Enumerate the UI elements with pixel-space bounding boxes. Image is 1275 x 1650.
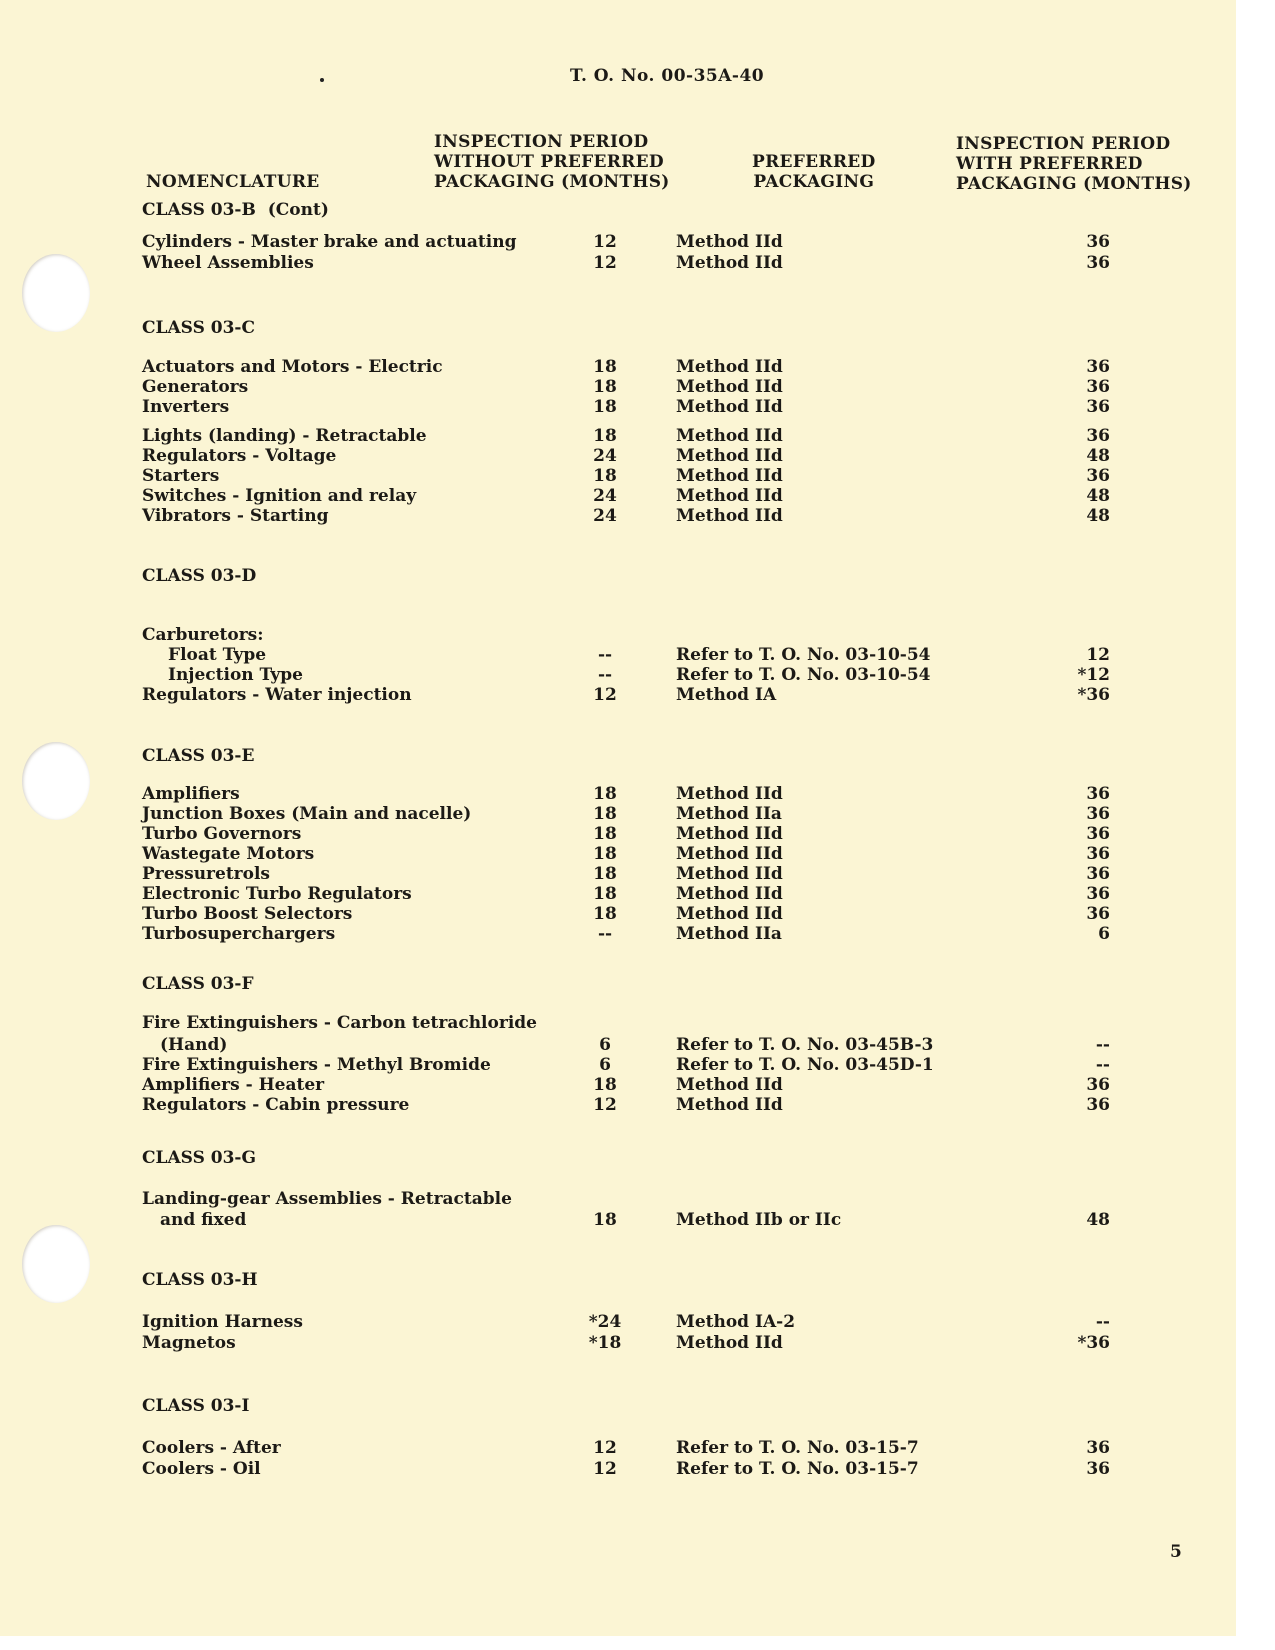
period-with-preferred: 36 <box>1086 377 1110 397</box>
class-heading <box>0 974 1236 995</box>
preferred-packaging: Method IIa <box>676 804 782 824</box>
period-without-preferred: 24 <box>593 486 617 506</box>
period-with-preferred: *36 <box>1077 1333 1110 1353</box>
preferred-packaging: Method IId <box>676 506 783 526</box>
period-without-preferred: 18 <box>593 426 617 446</box>
preferred-packaging: Method IId <box>676 426 783 446</box>
table-row <box>0 1075 1236 1096</box>
table-row <box>0 904 1236 925</box>
item-name: Switches - Ignition and relay <box>142 486 417 506</box>
period-with-preferred: *36 <box>1077 685 1110 705</box>
class-label: CLASS 03-E <box>142 746 255 766</box>
table-row <box>0 506 1236 527</box>
column-header-without-preferred: INSPECTION PERIOD WITHOUT PREFERRED PACKAGING (MONTHS) <box>434 132 670 192</box>
speck <box>320 78 324 82</box>
class-label: CLASS 03-D <box>142 566 257 586</box>
item-name: Ignition Harness <box>142 1312 303 1332</box>
period-without-preferred: 18 <box>593 884 617 904</box>
period-with-preferred: 36 <box>1086 844 1110 864</box>
table-row <box>0 1035 1236 1056</box>
period-with-preferred: 36 <box>1086 884 1110 904</box>
item-name: Carburetors: <box>142 625 264 645</box>
period-without-preferred: 18 <box>593 466 617 486</box>
document-header: T. O. No. 00-35A-40 <box>570 66 765 86</box>
preferred-packaging: Method IId <box>676 864 783 884</box>
table-row <box>0 1189 1236 1210</box>
period-without-preferred: 12 <box>593 1095 617 1115</box>
preferred-packaging: Method IId <box>676 253 783 273</box>
preferred-packaging: Method IId <box>676 1075 783 1095</box>
preferred-packaging: Method IId <box>676 397 783 417</box>
period-without-preferred: -- <box>597 665 613 685</box>
preferred-packaging: Method IId <box>676 357 783 377</box>
table-row <box>0 446 1236 467</box>
period-with-preferred: 6 <box>1098 924 1110 944</box>
item-name: Fire Extinguishers - Carbon tetrachloride <box>142 1013 537 1033</box>
item-name: Fire Extinguishers - Methyl Bromide <box>142 1055 491 1075</box>
period-with-preferred: 36 <box>1086 1095 1110 1115</box>
page-margin <box>1236 0 1275 1650</box>
period-with-preferred: 36 <box>1086 397 1110 417</box>
preferred-packaging: Method IId <box>676 1333 783 1353</box>
preferred-packaging: Method IId <box>676 1095 783 1115</box>
preferred-packaging: Method IId <box>676 824 783 844</box>
item-name: Regulators - Voltage <box>142 446 337 466</box>
class-heading <box>0 1396 1236 1417</box>
table-row <box>0 924 1236 945</box>
period-without-preferred: 18 <box>593 844 617 864</box>
item-name: Vibrators - Starting <box>142 506 329 526</box>
period-with-preferred: 36 <box>1086 824 1110 844</box>
item-name: and fixed <box>160 1210 247 1230</box>
period-with-preferred: -- <box>1095 1055 1110 1075</box>
item-name: Amplifiers <box>142 784 240 804</box>
period-with-preferred: 36 <box>1086 426 1110 446</box>
table-row <box>0 864 1236 885</box>
item-name: Magnetos <box>142 1333 236 1353</box>
table-row <box>0 884 1236 905</box>
preferred-packaging: Refer to T. O. No. 03-45B-3 <box>676 1035 934 1055</box>
item-name: Lights (landing) - Retractable <box>142 426 427 446</box>
column-header-nomenclature: NOMENCLATURE <box>146 172 320 192</box>
period-with-preferred: *12 <box>1077 665 1110 685</box>
preferred-packaging: Method IId <box>676 446 783 466</box>
period-with-preferred: 36 <box>1086 1459 1110 1479</box>
period-without-preferred: -- <box>597 924 613 944</box>
preferred-packaging: Method IA-2 <box>676 1312 796 1332</box>
class-label: CLASS 03-B (Cont) <box>142 200 329 220</box>
preferred-packaging: Method IId <box>676 466 783 486</box>
class-label: CLASS 03-C <box>142 318 256 338</box>
item-name: Amplifiers - Heater <box>142 1075 325 1095</box>
table-row <box>0 466 1236 487</box>
preferred-packaging: Refer to T. O. No. 03-45D-1 <box>676 1055 934 1075</box>
table-row <box>0 1013 1236 1034</box>
preferred-packaging: Method IId <box>676 784 783 804</box>
item-name: Starters <box>142 466 220 486</box>
period-without-preferred: *24 <box>588 1312 622 1332</box>
table-row <box>0 645 1236 666</box>
period-with-preferred: 48 <box>1086 1210 1110 1230</box>
preferred-packaging: Refer to T. O. No. 03-15-7 <box>676 1459 919 1479</box>
table-row <box>0 397 1236 418</box>
period-with-preferred: 36 <box>1086 784 1110 804</box>
period-without-preferred: 6 <box>599 1055 611 1075</box>
item-name: Coolers - After <box>142 1438 281 1458</box>
period-with-preferred: 12 <box>1086 645 1110 665</box>
item-name: Regulators - Water injection <box>142 685 412 705</box>
table-row <box>0 377 1236 398</box>
period-without-preferred: 18 <box>593 1210 617 1230</box>
item-name: Actuators and Motors - Electric <box>142 357 443 377</box>
period-without-preferred: 12 <box>593 1438 617 1458</box>
period-without-preferred: 6 <box>599 1035 611 1055</box>
preferred-packaging: Method IA <box>676 685 777 705</box>
period-without-preferred: 12 <box>593 685 617 705</box>
preferred-packaging: Method IId <box>676 884 783 904</box>
period-with-preferred: 48 <box>1086 506 1110 526</box>
table-row <box>0 486 1236 507</box>
preferred-packaging: Method IIb or IIc <box>676 1210 842 1230</box>
punch-hole <box>22 1225 90 1303</box>
period-with-preferred: 36 <box>1086 253 1110 273</box>
page-number: 5 <box>1170 1542 1182 1562</box>
period-without-preferred: 18 <box>593 804 617 824</box>
table-row <box>0 1312 1236 1333</box>
item-name: Turbo Governors <box>142 824 302 844</box>
class-heading <box>0 746 1236 767</box>
period-without-preferred: 18 <box>593 904 617 924</box>
period-without-preferred: 18 <box>593 377 617 397</box>
item-name: Cylinders - Master brake and actuating <box>142 232 517 252</box>
period-with-preferred: 36 <box>1086 804 1110 824</box>
period-with-preferred: 36 <box>1086 1075 1110 1095</box>
preferred-packaging: Method IId <box>676 904 783 924</box>
preferred-packaging: Method IId <box>676 377 783 397</box>
period-without-preferred: 18 <box>593 864 617 884</box>
item-name: Turbosuperchargers <box>142 924 336 944</box>
period-with-preferred: 48 <box>1086 446 1110 466</box>
item-name: Turbo Boost Selectors <box>142 904 353 924</box>
table-row <box>0 824 1236 845</box>
table-row <box>0 844 1236 865</box>
table-row <box>0 1095 1236 1116</box>
item-name: Coolers - Oil <box>142 1459 261 1479</box>
period-without-preferred: 12 <box>593 1459 617 1479</box>
preferred-packaging: Method IId <box>676 844 783 864</box>
period-without-preferred: -- <box>597 645 613 665</box>
preferred-packaging: Method IIa <box>676 924 782 944</box>
table-row <box>0 232 1236 253</box>
preferred-packaging: Method IId <box>676 486 783 506</box>
period-with-preferred: 36 <box>1086 1438 1110 1458</box>
preferred-packaging: Refer to T. O. No. 03-10-54 <box>676 665 931 685</box>
period-without-preferred: 18 <box>593 1075 617 1095</box>
class-heading <box>0 318 1236 339</box>
item-name: Landing-gear Assemblies - Retractable <box>142 1189 512 1209</box>
period-with-preferred: 36 <box>1086 357 1110 377</box>
table-row <box>0 625 1236 646</box>
table-row <box>0 1210 1236 1231</box>
item-name: Float Type <box>168 645 267 665</box>
item-name: Junction Boxes (Main and nacelle) <box>142 804 472 824</box>
table-row <box>0 685 1236 706</box>
period-without-preferred: 18 <box>593 397 617 417</box>
table-row <box>0 804 1236 825</box>
class-label: CLASS 03-G <box>142 1148 257 1168</box>
item-name: Pressuretrols <box>142 864 271 884</box>
table-row <box>0 1438 1236 1459</box>
item-name: (Hand) <box>160 1035 228 1055</box>
column-header-with-preferred: INSPECTION PERIOD WITH PREFERRED PACKAGING (MONTHS) <box>956 134 1192 194</box>
period-with-preferred: -- <box>1095 1035 1110 1055</box>
class-heading <box>0 200 1236 221</box>
class-label: CLASS 03-H <box>142 1270 258 1290</box>
item-name: Inverters <box>142 397 230 417</box>
preferred-packaging: Refer to T. O. No. 03-15-7 <box>676 1438 919 1458</box>
period-without-preferred: 12 <box>593 253 617 273</box>
period-with-preferred: -- <box>1095 1312 1110 1332</box>
table-row <box>0 426 1236 447</box>
period-without-preferred: 24 <box>593 506 617 526</box>
table-row <box>0 253 1236 274</box>
period-without-preferred: 24 <box>593 446 617 466</box>
period-with-preferred: 36 <box>1086 904 1110 924</box>
period-with-preferred: 36 <box>1086 466 1110 486</box>
period-without-preferred: 18 <box>593 824 617 844</box>
period-without-preferred: *18 <box>588 1333 622 1353</box>
item-name: Injection Type <box>168 665 303 685</box>
class-heading <box>0 566 1236 587</box>
table-row <box>0 784 1236 805</box>
period-without-preferred: 18 <box>593 357 617 377</box>
item-name: Wheel Assemblies <box>142 253 314 273</box>
item-name: Regulators - Cabin pressure <box>142 1095 410 1115</box>
period-with-preferred: 36 <box>1086 232 1110 252</box>
period-without-preferred: 12 <box>593 232 617 252</box>
item-name: Wastegate Motors <box>142 844 315 864</box>
period-with-preferred: 36 <box>1086 864 1110 884</box>
table-row <box>0 1055 1236 1076</box>
item-name: Electronic Turbo Regulators <box>142 884 412 904</box>
item-name: Generators <box>142 377 249 397</box>
class-label: CLASS 03-I <box>142 1396 250 1416</box>
preferred-packaging: Refer to T. O. No. 03-10-54 <box>676 645 931 665</box>
class-label: CLASS 03-F <box>142 974 254 994</box>
column-header-preferred-packaging: PREFERRED PACKAGING <box>752 152 876 192</box>
table-row <box>0 665 1236 686</box>
table-row <box>0 357 1236 378</box>
preferred-packaging: Method IId <box>676 232 783 252</box>
period-without-preferred: 18 <box>593 784 617 804</box>
class-heading <box>0 1270 1236 1291</box>
table-row <box>0 1333 1236 1354</box>
class-heading <box>0 1148 1236 1169</box>
period-with-preferred: 48 <box>1086 486 1110 506</box>
table-row <box>0 1459 1236 1480</box>
